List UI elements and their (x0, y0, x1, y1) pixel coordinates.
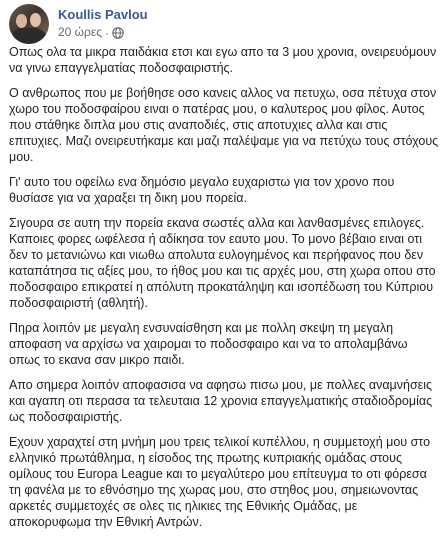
post-paragraph: Ο ανθρωπος που με βοήθησε οσο κανεις αλλος να πετυχω, οσα πέτυχα στον χωρο του ποδοσφαίρου ειναι ο πατέρας μου, ο καλυτερος μου φίλος. Αυτος που στάθηκε διπλα μου στις αναποδιές, στις αποτυχιες αλλα και στις επιτυχιες. Μαζι ονειρευτήκαμε και μαζι παλέψαμε για να πετύχω τους στόχους μου. (9, 86, 439, 164)
post-paragraph: Γι' αυτο του οφείλω ενα δημόσιο μεγαλο ευχαριστω για τον χρονο που θυσίασε για να χαραξει τη δικη μου πορεία. (9, 175, 395, 205)
post-paragraph: Πηρα λοιπόν με μεγαλη ενσυναίσθηση και με πολλη σκεψη τη μεγαλη αποφαση να αρχίσω να χαιρομαι το ποδοσφαιρο και να το απολαμβάνω οπως το εκανα σαν μικρο παιδι. (9, 321, 408, 367)
post-text (9, 44, 439, 530)
avatar[interactable] (9, 4, 49, 44)
post-subline (58, 25, 148, 40)
post-paragraph: Σιγουρα σε αυτη την πορεία εκανα σωστές αλλα και λανθασμένες επιλογες. Καποιες φορες ωφέλεσα ή αδίκησα τον εαυτο μου. Το μονο βέβαιο ειναι οτι δεν το μετανιώνω και νιωθω απολυτα ευλογημένος και περήφανος που δεν καταπάτησα τις αξίες μου, το ήθος μου και τις αρχές μου, στη χωρα οπου στο ποδοσφαιρο επικρατεί η απόλυτη προκατάληψη και ισοπέδωση του Κύπριου ποδοσφαιριστή (αθλητή). (9, 216, 436, 310)
post-paragraph: Εχουν χαραχτεί στη μνήμη μου τρεις τελικοί κυπέλλου, η συμμετοχή μου στο ελληνικό πρωτάθλημα, η είσοδος της πρωτης κυπριακής ομάδας στους ομίλους του Europa League και το μεγαλύτερο μου επίτευγμα το οτι φόρεσα τη φανέλα με το εθνόσημο της χωρας μου, στο στηθος μου, σημειωνοντας αρκετές συμμετοχές σε ολες τις ηλικιες της Εθνικής Ομάδας, με αποκορυφωμα την Εθνική Αντρών. (9, 435, 431, 529)
post-meta (58, 6, 148, 40)
author-name-link[interactable]: Koullis Pavlou (58, 7, 148, 22)
post-paragraph: Οπως ολα τα μικρα παιδάκια ετσι και εγω απο τα 3 μου χρονια, ονειρευόμουν να γινω επαγγελματίας ποδοσφαιριστής. (9, 45, 437, 75)
post-timestamp[interactable]: 20 ώρες (58, 25, 103, 39)
globe-icon[interactable] (112, 27, 124, 39)
meta-separator: · (105, 25, 110, 40)
post-header (9, 0, 439, 44)
post-paragraph: Απο σημερα λοιπόν αποφασισα να αφησω πισω μου, με πολλες αναμνήσεις και αγαπη οτι περασα τα τελευταια 12 χρονια επαγγελματικής σταδιοδρομίας ως ποδοσφαιριστής. (9, 378, 433, 424)
